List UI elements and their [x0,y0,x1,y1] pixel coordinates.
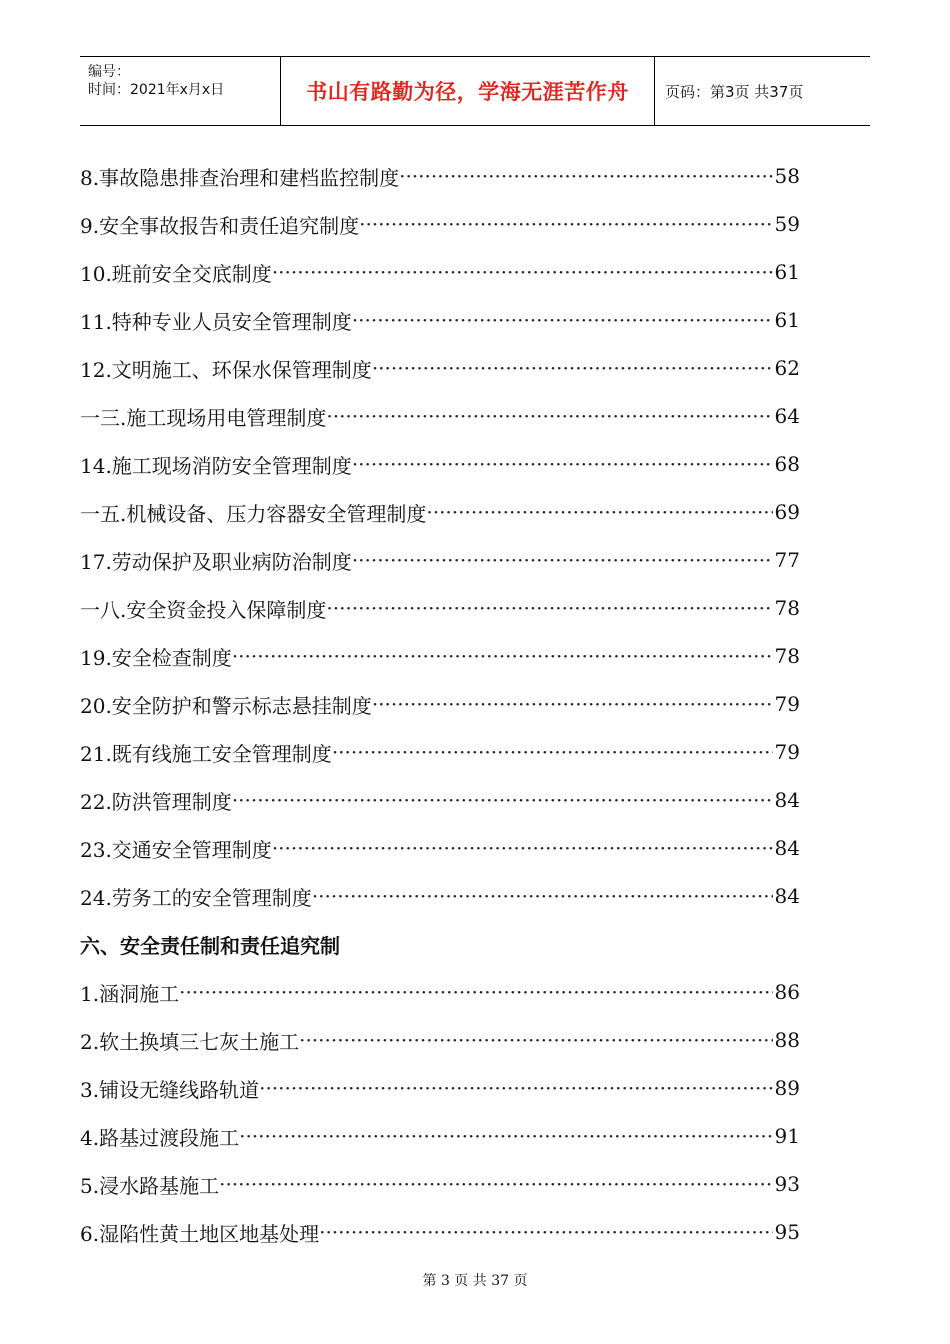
toc-entry-title: 6.湿陷性黄土地区地基处理 [80,1221,320,1246]
toc-leader [319,1220,772,1244]
toc-entry-page: 62 [774,356,800,380]
toc-entry [80,392,800,440]
toc-entry [80,200,800,248]
toc-entry-page: 61 [774,260,800,284]
toc-entry-page: 93 [774,1172,800,1196]
toc-leader [312,884,773,908]
toc-entry [80,632,800,680]
toc-entry [80,296,800,344]
toc-entry-page: 68 [774,452,800,476]
toc-leader [332,740,773,764]
toc-entry-page: 69 [774,500,800,524]
toc-entry-title: 3.铺设无缝线路轨道 [80,1077,260,1102]
header-page-info: 页码：第3页 共37页 [665,82,804,101]
toc-entry-title: 1.涵洞施工 [80,981,180,1006]
toc-entry [80,968,800,1016]
toc-entry-page: 84 [774,884,800,908]
toc-leader [326,596,772,620]
toc-entry-page: 59 [774,212,800,236]
toc-entry [80,1064,800,1112]
toc-leader [372,692,773,716]
toc-leader [219,1172,772,1196]
toc-leader [232,644,773,668]
header-motto [281,57,655,125]
toc-entry-title: 一三.施工现场用电管理制度 [80,405,327,430]
toc-leader [399,164,772,188]
toc-entry-page: 91 [774,1124,800,1148]
toc-entry-page: 77 [774,548,800,572]
document-number-label: 编号： [88,64,130,80]
toc-entry-page: 79 [774,740,800,764]
toc-leader [352,452,773,476]
toc-entry-title: 2.软土换填三七灰土施工 [80,1029,300,1054]
toc-leader [272,836,773,860]
toc-entry-title: 20.安全防护和警示标志悬挂制度 [80,693,372,718]
toc-entry [80,1112,800,1160]
toc-entry [80,536,800,584]
toc-entry-page: 95 [774,1220,800,1244]
toc-leader [259,1076,772,1100]
toc-entry-title: 4.路基过渡段施工 [80,1125,240,1150]
toc-entry-page: 84 [774,836,800,860]
page-footer: 第 3 页 共 37 页 [422,1273,528,1289]
toc-entry [80,1016,800,1064]
toc-leader [239,1124,772,1148]
toc-leader [352,548,773,572]
toc-entry [80,584,800,632]
motto-text: 书山有路勤为径，学海无涯苦作舟 [306,80,629,104]
toc-entry-title: 5.浸水路基施工 [80,1173,220,1198]
header-meta [80,57,281,125]
toc-entry-title: 10.班前安全交底制度 [80,261,272,286]
toc-entry-title: 12.文明施工、环保水保管理制度 [80,357,372,382]
table-of-contents [80,152,800,1256]
toc-entry-page: 78 [774,596,800,620]
toc-leader [232,788,773,812]
toc-entry [80,1160,800,1208]
toc-entry-page: 78 [774,644,800,668]
toc-entry-page: 61 [774,308,800,332]
toc-entry-title: 14.施工现场消防安全管理制度 [80,453,352,478]
toc-entry [80,152,800,200]
document-time-label: 时间：2021年x月x日 [88,82,225,98]
toc-leader [179,980,772,1004]
toc-entry [80,728,800,776]
toc-entry-title: 9.安全事故报告和责任追究制度 [80,213,360,238]
section-heading: 六、安全责任制和责任追究制 [80,933,340,958]
toc-entry-title: 22.防洪管理制度 [80,789,232,814]
toc-entry-page: 84 [774,788,800,812]
toc-entry-title: 11.特种专业人员安全管理制度 [80,309,352,334]
toc-entry [80,1208,800,1256]
toc-entry [80,344,800,392]
toc-entry [80,248,800,296]
toc-entry [80,440,800,488]
toc-entry-page: 58 [774,164,800,188]
toc-entry-page: 64 [774,404,800,428]
toc-leader [359,212,772,236]
toc-entry-title: 23.交通安全管理制度 [80,837,272,862]
toc-entry [80,488,800,536]
toc-entry-title: 8.事故隐患排查治理和建档监控制度 [80,165,400,190]
toc-leader [299,1028,772,1052]
toc-leader [326,404,772,428]
toc-entry-title: 一五.机械设备、压力容器安全管理制度 [80,501,427,526]
toc-entry [80,776,800,824]
toc-entry-page: 88 [774,1028,800,1052]
toc-entry [80,680,800,728]
page-header [80,56,870,126]
toc-entry [80,824,800,872]
toc-entry-title: 17.劳动保护及职业病防治制度 [80,549,352,574]
toc-leader [272,260,773,284]
toc-entry-title: 21.既有线施工安全管理制度 [80,741,332,766]
toc-leader [372,356,773,380]
toc-entry-title: 19.安全检查制度 [80,645,232,670]
toc-leader [352,308,773,332]
toc-entry-title: 24.劳务工的安全管理制度 [80,885,312,910]
toc-leader [426,500,772,524]
toc-entry [80,872,800,920]
toc-entry-page: 86 [774,980,800,1004]
toc-entry-page: 79 [774,692,800,716]
toc-entry-title: 一八.安全资金投入保障制度 [80,597,327,622]
toc-entry-page: 89 [774,1076,800,1100]
